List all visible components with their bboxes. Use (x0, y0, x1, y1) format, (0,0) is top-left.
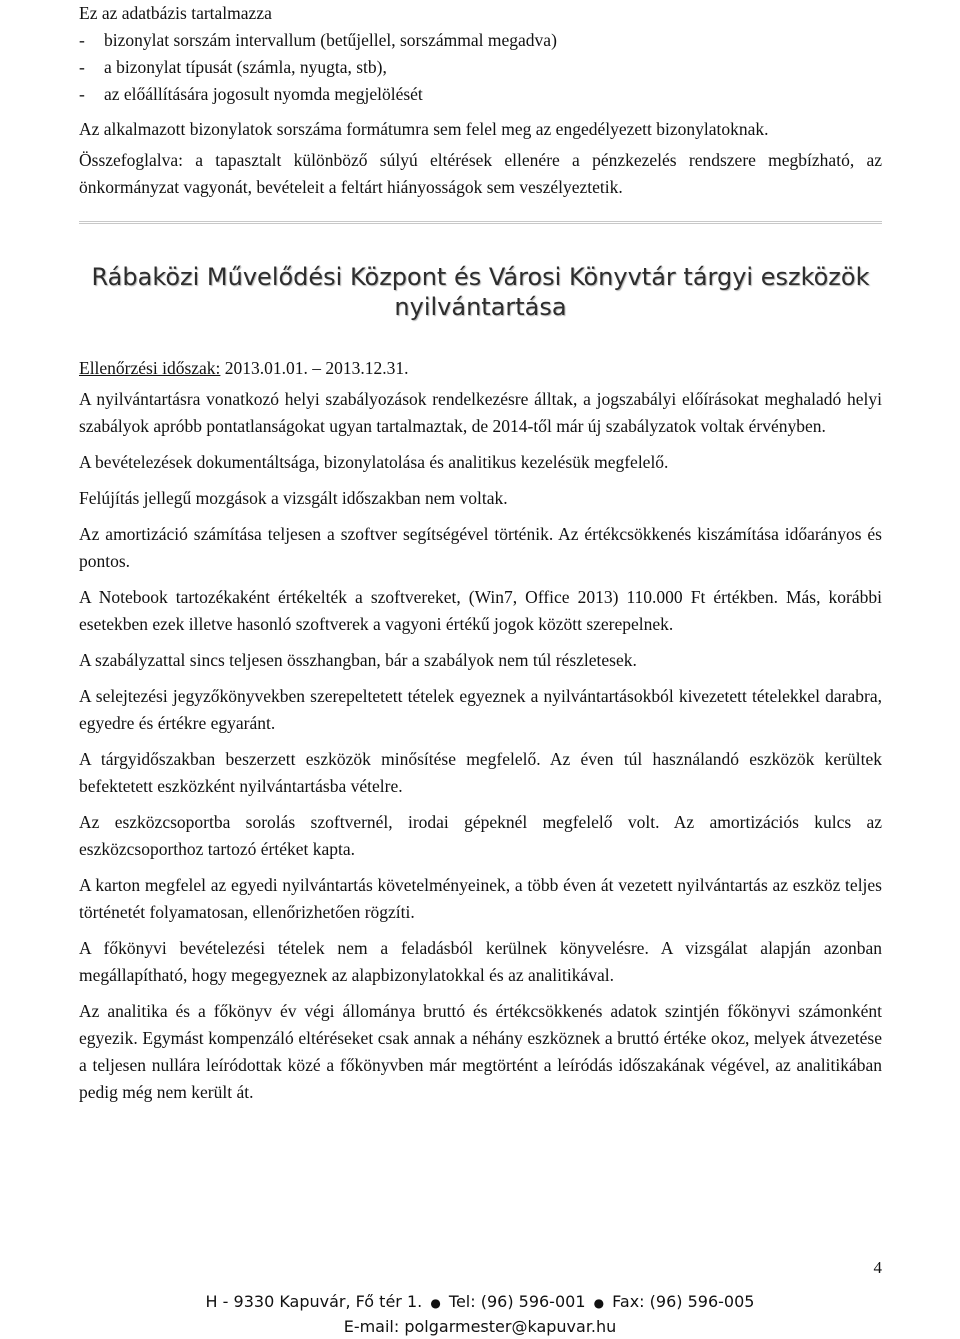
list-item (79, 81, 882, 108)
paragraph: Az amortizáció számítása teljesen a szoftver segítségével történik. Az értékcsökkenés kiszámítása időarányos és pontos. (79, 524, 882, 571)
dash-bullet: - (79, 84, 85, 104)
audit-period-label: Ellenőrzési időszak: (79, 358, 221, 378)
list-item-text: bizonylat sorszám intervallum (betűjellel, sorszámmal megadva) (104, 30, 557, 50)
section-heading: Rábaközi Művelődési Központ és Városi Könyvtár tárgyi eszközök nyilvántartása (91, 263, 870, 321)
bullet-separator: ● (430, 1296, 441, 1310)
document-page (79, 0, 882, 1106)
paragraph: A tárgyidőszakban beszerzett eszközök minősítése megfelelő. Az éven túl használandó eszközök kerültek befektetett eszközként nyilvántartásba vételre. (79, 749, 882, 796)
audit-period-value: 2013.01.01. – 2013.12.31. (220, 358, 409, 378)
dash-bullet: - (79, 57, 85, 77)
page-number: 4 (873, 1258, 882, 1277)
footer-fax: Fax: (96) 596-005 (612, 1292, 755, 1311)
dash-bullet: - (79, 30, 85, 50)
paragraph: Felújítás jellegű mozgások a vizsgált időszakban nem voltak. (79, 488, 508, 508)
list-item (79, 54, 882, 81)
page-footer (0, 1290, 960, 1339)
list-item (79, 27, 882, 54)
paragraph: Az eszközcsoportba sorolás szoftvernél, irodai gépeknél megfelelő volt. Az amortizációs kulcs az eszközcsoporthoz tartozó értéket kapta. (79, 812, 882, 859)
paragraph: A főkönyvi bevételezési tételek nem a feladásból kerülnek könyvelésre. A vizsgálat alapján azonban megállapítható, hogy megegyeznek az alapbizonylatokkal és az analitikával. (79, 938, 882, 985)
footer-contact-line (0, 1290, 960, 1315)
paragraph: A nyilvántartásra vonatkozó helyi szabályozások rendelkezésre álltak, a jogszabályi előírásokat meghaladó helyi szabályok apróbb pontatlanságokat ugyan tartalmaztak, de 2014-től már új szabályzatok voltak érvényben. (79, 389, 882, 436)
footer-email: E-mail: polgarmester@kapuvar.hu (343, 1317, 617, 1336)
paragraph: A Notebook tartozékaként értékelték a szoftvereket, (Win7, Office 2013) 110.000 Ft értékben. Más, korábbi esetekben ezek illetve hasonló szoftverek a vagyoni értékű jogok között szerepelnek. (79, 587, 882, 634)
paragraph: A selejtezési jegyzőkönyvekben szerepeltetett tételek egyeznek a nyilvántartásokból kivezetett tételekkel darabra, egyedre és értékre egyaránt. (79, 686, 882, 733)
footer-address: H - 9330 Kapuvár, Fő tér 1. (205, 1292, 423, 1311)
intro-paragraph: Az alkalmazott bizonylatok sorszáma formátumra sem felel meg az engedélyezett bizonylatoknak. (79, 119, 769, 139)
bullet-separator: ● (593, 1296, 605, 1310)
list-item-text: az előállítására jogosult nyomda megjelölését (104, 84, 423, 104)
footer-tel: Tel: (96) 596-001 (448, 1292, 586, 1311)
intro-title: Ez az adatbázis tartalmazza (79, 3, 272, 23)
summary-paragraph: Összefoglalva: a tapasztalt különböző súlyú eltérések ellenére a pénzkezelés rendszere megbízható, az önkormányzat vagyonát, bevételeit a feltárt hiányosságok sem veszélyeztetik. (79, 150, 882, 197)
paragraph: Az analitika és a főkönyv év végi állománya bruttó és értékcsökkenés adatok szintjén főkönyvi számonként egyezik. Egymást kompenzáló eltéréseket csak annak a néhány eszköznek a bruttó értéke okoz, melyek átvezetése a teljesen nullára leíródottak közé a főkönyvben már megtörtént a leíródás időszakának végével, az analitikában pedig még nem került át. (79, 1001, 882, 1102)
list-item-text: a bizonylat típusát (számla, nyugta, stb), (104, 57, 387, 77)
paragraph: A szabályzattal sincs teljesen összhangban, bár a szabályok nem túl részletesek. (79, 650, 637, 670)
paragraph: A bevételezések dokumentáltsága, bizonylatolása és analitikus kezelésük megfelelő. (79, 452, 669, 472)
paragraph: A karton megfelel az egyedi nyilvántartás követelményeinek, a több éven át vezetett nyilvántartás az eszköz teljes történetét folyamatosan, ellenőrizhetően rögzíti. (79, 875, 882, 922)
section-divider (79, 221, 882, 224)
audit-period (79, 355, 882, 382)
